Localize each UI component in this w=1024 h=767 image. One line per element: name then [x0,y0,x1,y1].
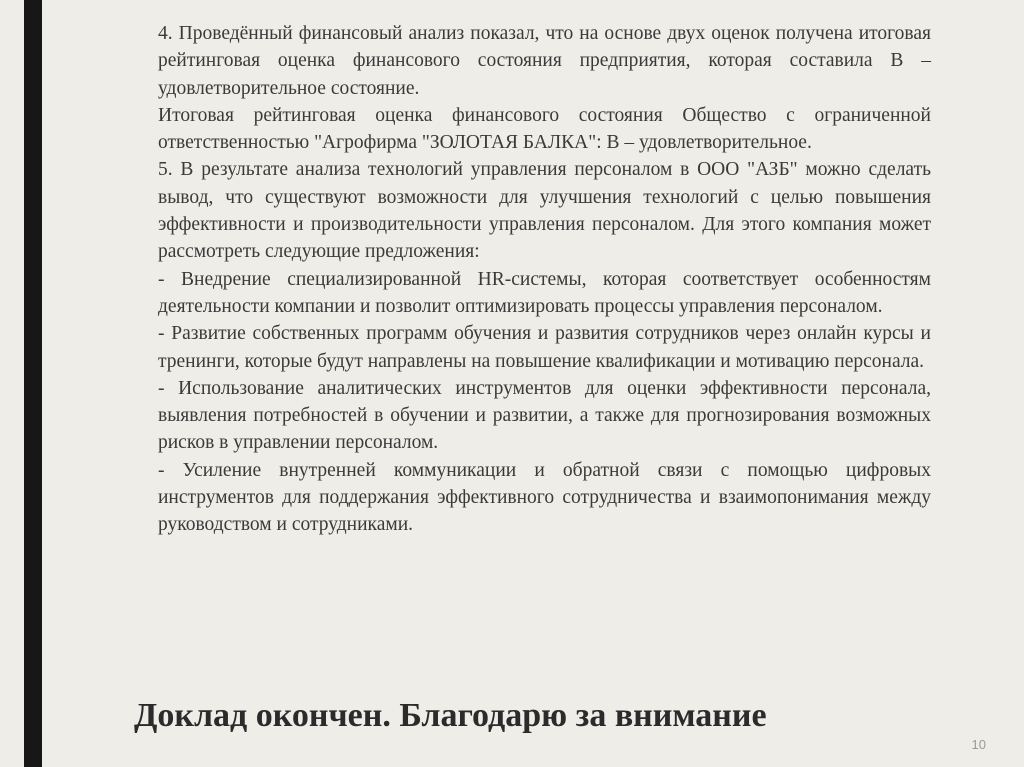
paragraph-hr-technologies: 5. В результате анализа технологий управления персоналом в ООО "АЗБ" можно сделать вывод, что существуют возможности для улучшения технологий с целью повышения эффективности и производительности управления персоналом. Для этого компания может рассмотреть следующие предложения: [158,159,931,263]
slide-title: Доклад окончен. Благодарю за внимание [134,697,767,734]
proposal-analytics-tools: - Использование аналитических инструментов для оценки эффективности персонала, выявления потребностей в обучении и развитии, а также для прогнозирования возможных рисков в управлении персоналом. [158,377,931,454]
paragraph-financial-analysis: 4. Проведённый финансовый анализ показал, что на основе двух оценок получена итоговая рейтинговая оценка финансового состояния предприятия, которая составила B – удовлетворительное состояние. [158,23,931,99]
proposal-internal-communication: - Усиление внутренней коммуникации и обратной связи с помощью цифровых инструментов для поддержания эффективного сотрудничества и взаимопонимания между руководством и сотрудниками. [158,459,931,536]
proposal-hr-system: - Внедрение специализированной HR-системы, которая соответствует особенностям деятельности компании и позволит оптимизировать процессы управления персоналом. [158,268,931,317]
page-number: 10 [971,737,986,752]
left-accent-bar [24,0,42,767]
proposal-training-programs: - Развитие собственных программ обучения и развития сотрудников через онлайн курсы и тренинги, которые будут направлены на повышение квалификации и мотивацию персонала. [158,323,931,372]
paragraph-final-rating: Итоговая рейтинговая оценка финансового состояния Общество с ограниченной ответственностью "Агрофирма "ЗОЛОТАЯ БАЛКА": B – удовлетворительное. [158,104,931,154]
slide-body [158,20,931,539]
